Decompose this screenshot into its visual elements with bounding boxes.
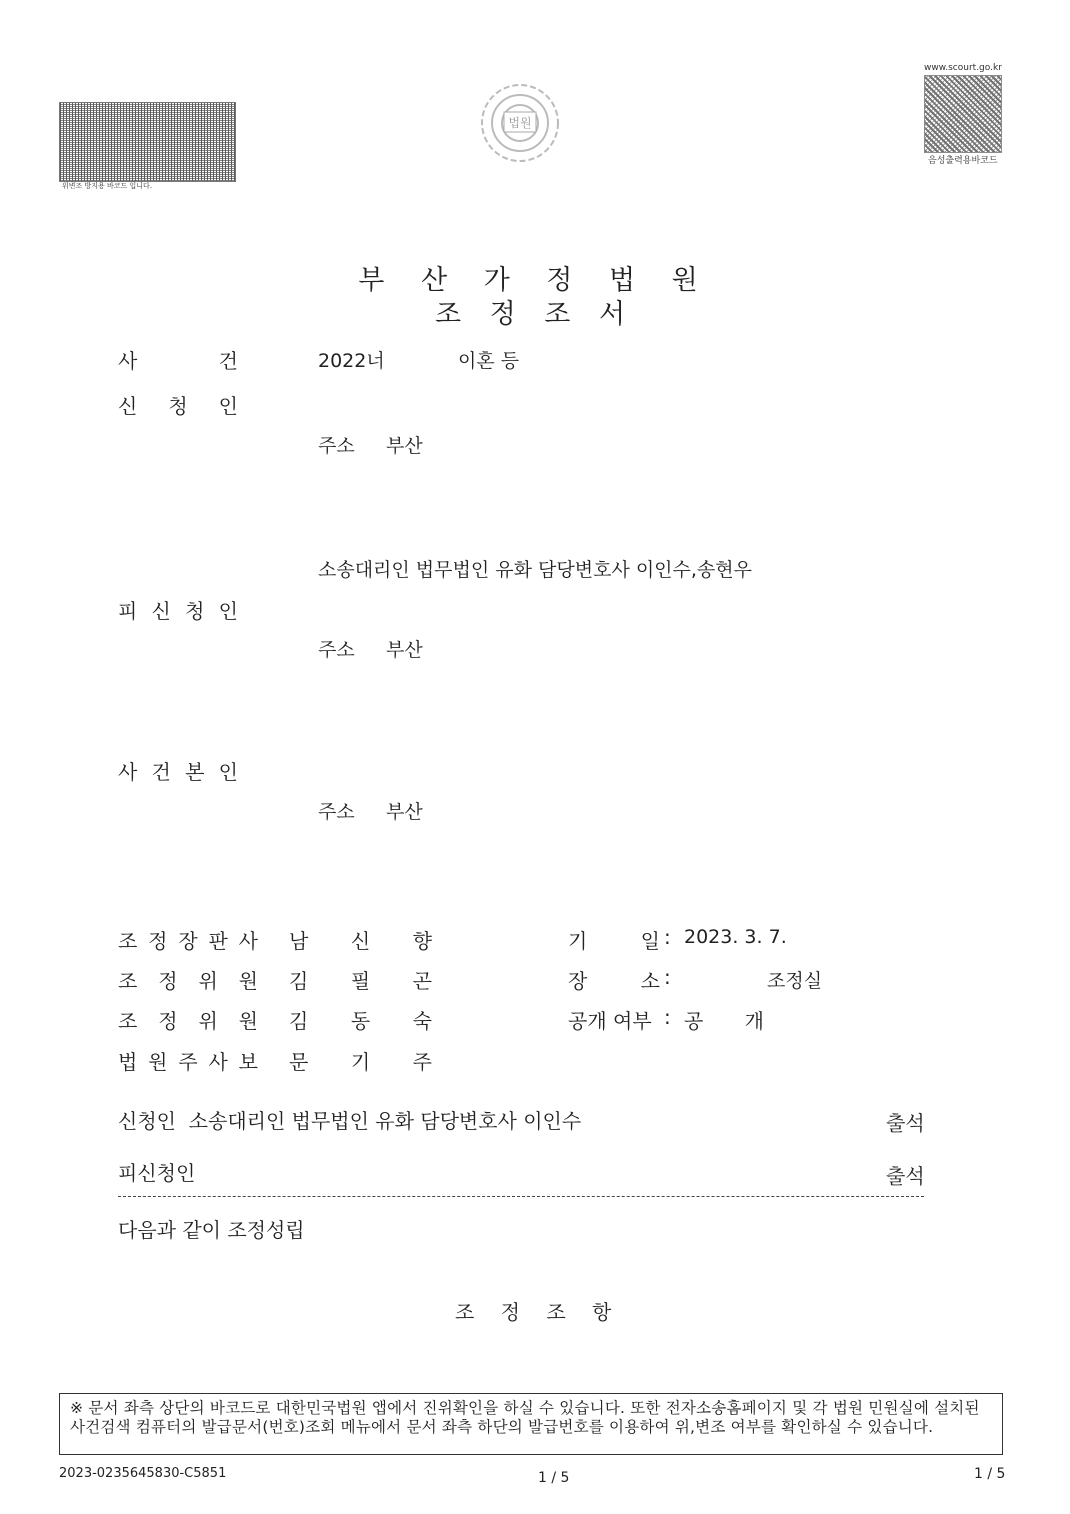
place-colon: : <box>664 965 671 989</box>
principal-label: 사 건 본 인 <box>118 760 238 784</box>
official-name: 김 필 곤 <box>289 969 432 993</box>
public-label: 공개 여부 <box>568 1009 652 1033</box>
attendance-party: 피신청인 <box>118 1161 196 1185</box>
session-place: 조정실 <box>767 970 823 992</box>
anti-forgery-barcode <box>59 102 236 182</box>
section-heading: 조 정 조 항 <box>455 1300 622 1324</box>
place-label: 장 소 <box>568 969 660 993</box>
document-title: 조 정 조 서 <box>434 299 636 330</box>
qr-url: www.scourt.go.kr <box>924 63 1002 73</box>
barcode-caption: 위변조 방지용 바코드 입니다. <box>62 182 153 190</box>
attendance-status: 출석 <box>886 1164 925 1188</box>
session-date: 2023. 3. 7. <box>684 926 787 948</box>
official-role-presiding-judge: 조 정 장 판 사 <box>118 929 258 953</box>
applicant-address: 부산 <box>386 435 423 457</box>
public-value: 공 개 <box>684 1009 764 1033</box>
principal-address: 부산 <box>386 801 423 823</box>
case-number: 2022너 <box>318 350 385 372</box>
official-role-mediator: 조 정 위 원 <box>118 969 258 993</box>
court-name: 부 산 가 정 법 원 <box>358 265 712 296</box>
respondent-address-label: 주소 <box>318 639 355 661</box>
seal-text: 법원 <box>508 116 532 130</box>
principal-address-label: 주소 <box>318 801 355 823</box>
attendance-party: 신청인 소송대리인 법무법인 유화 담당변호사 이인수 <box>118 1109 582 1133</box>
official-role-court-clerk: 법 원 주 사 보 <box>118 1050 258 1074</box>
applicant-agent: 소송대리인 법무법인 유화 담당변호사 이인수,송현우 <box>318 559 752 581</box>
date-colon: : <box>664 925 671 949</box>
official-name: 남 신 향 <box>289 929 432 953</box>
case-name: 이혼 등 <box>458 350 520 372</box>
case-label: 사 건 <box>118 349 238 373</box>
applicant-label: 신 청 인 <box>118 394 238 418</box>
page-number-center: 1 / 5 <box>538 1470 570 1486</box>
official-name: 문 기 주 <box>289 1050 432 1074</box>
respondent-label: 피 신 청 인 <box>118 599 238 623</box>
mediation-result: 다음과 같이 조정성립 <box>118 1218 305 1242</box>
attendance-status: 출석 <box>886 1111 925 1135</box>
applicant-address-label: 주소 <box>318 435 355 457</box>
voice-output-qr-code <box>924 75 1002 153</box>
verification-notice: ※ 문서 좌측 상단의 바코드로 대한민국법원 앱에서 진위확인을 하실 수 있습니다. 또한 전자소송홈페이지 및 각 법원 민원실에 설치된 사건검색 컴퓨터의 발급문서(번호)조회 메뉴에서 문서 좌측 하단의 발급번호를 이용하여 위,변조 여부를 확인하실 수 있습니다. <box>59 1393 1003 1455</box>
date-label: 기 일 <box>568 929 660 953</box>
section-divider <box>118 1196 924 1197</box>
court-seal-icon <box>470 78 570 170</box>
official-role-mediator: 조 정 위 원 <box>118 1009 258 1033</box>
respondent-address: 부산 <box>386 639 423 661</box>
issue-number: 2023-0235645830-C5851 <box>59 1466 227 1481</box>
page-number-right: 1 / 5 <box>974 1466 1006 1482</box>
public-colon: : <box>664 1005 671 1029</box>
qr-caption: 음성출력용바코드 <box>928 156 998 166</box>
official-name: 김 동 숙 <box>289 1009 432 1033</box>
